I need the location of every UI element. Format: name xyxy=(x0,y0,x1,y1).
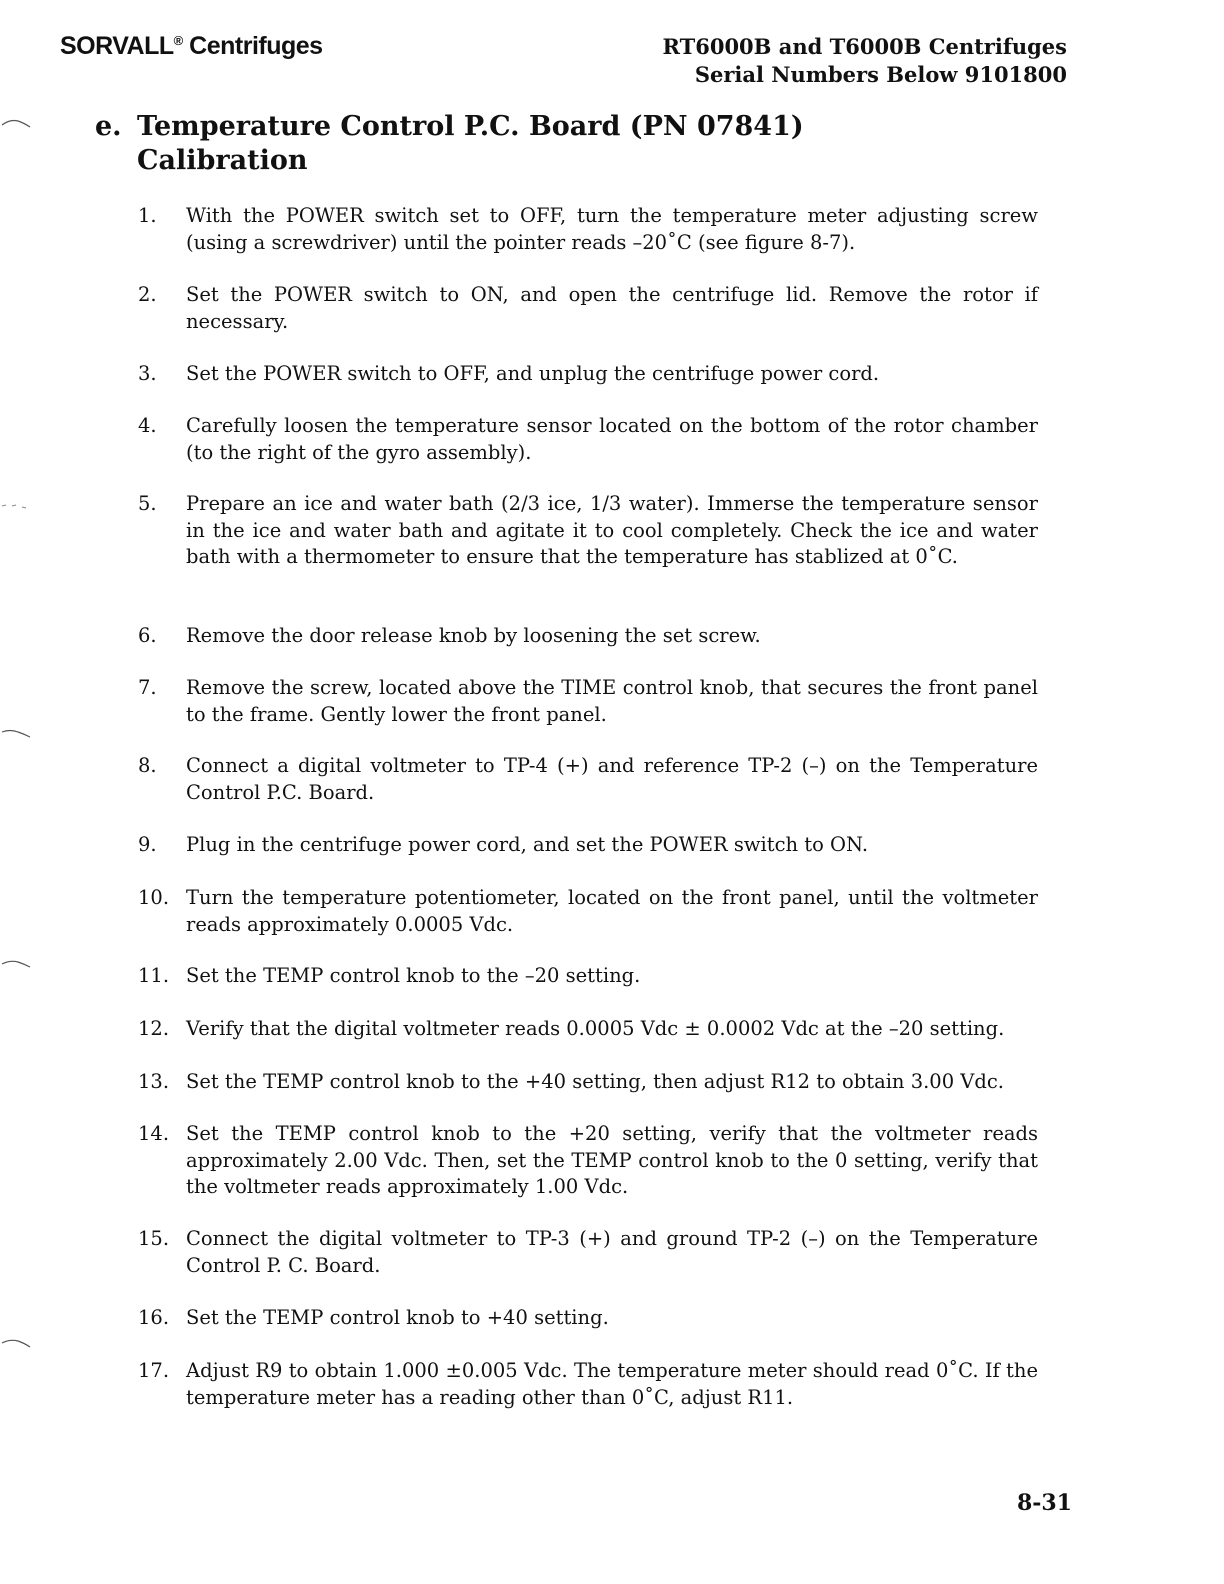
step-number: 16. xyxy=(138,1306,170,1329)
step-number: 15. xyxy=(138,1227,170,1250)
step-7 xyxy=(138,675,1038,728)
section-title-line-1: Temperature Control P.C. Board (PN 07841) xyxy=(137,111,804,142)
step-text: Set the TEMP control knob to the –20 setting. xyxy=(186,964,641,987)
step-15 xyxy=(138,1226,1038,1279)
step-number: 13. xyxy=(138,1070,170,1093)
brand-suffix: Centrifuges xyxy=(182,32,323,60)
running-header-left xyxy=(60,32,323,61)
step-number: 3. xyxy=(138,362,157,385)
step-text: Remove the screw, located above the TIME control knob, that secures the front panel to the frame. Gently lower the front panel. xyxy=(186,676,1038,726)
step-number: 2. xyxy=(138,283,157,306)
step-text: Set the TEMP control knob to +40 setting. xyxy=(186,1306,609,1329)
step-14 xyxy=(138,1121,1038,1201)
step-text: With the POWER switch set to OFF, turn the temperature meter adjusting screw (using a screwdriver) until the pointer reads –20˚C (see figure 8-7). xyxy=(186,204,1038,254)
step-text: Connect a digital voltmeter to TP-4 (+) and reference TP-2 (–) on the Temperature Control P.C. Board. xyxy=(186,754,1038,804)
step-number: 8. xyxy=(138,754,157,777)
step-12 xyxy=(138,1016,1038,1043)
step-number: 12. xyxy=(138,1017,170,1040)
binding-mark xyxy=(0,728,34,738)
header-serial-line: Serial Numbers Below 9101800 xyxy=(694,62,1067,87)
step-13 xyxy=(138,1069,1038,1096)
binding-mark xyxy=(0,118,34,128)
step-11 xyxy=(138,963,1038,990)
step-9 xyxy=(138,832,1038,859)
binding-mark xyxy=(0,500,34,510)
step-text: Set the POWER switch to ON, and open the centrifuge lid. Remove the rotor if necessary. xyxy=(186,283,1038,333)
step-2 xyxy=(138,282,1038,335)
step-5 xyxy=(138,491,1038,571)
step-text: Carefully loosen the temperature sensor located on the bottom of the rotor chamber (to the right of the gyro assembly). xyxy=(186,414,1038,464)
step-1 xyxy=(138,203,1038,256)
brand-name: SORVALL xyxy=(60,32,174,60)
step-text: Adjust R9 to obtain 1.000 ±0.005 Vdc. The temperature meter should read 0˚C. If the temperature meter has a reading other than 0˚C, adjust R11. xyxy=(186,1359,1038,1409)
section-letter: e. xyxy=(95,111,122,142)
step-number: 1. xyxy=(138,204,157,227)
step-text: Turn the temperature potentiometer, located on the front panel, until the voltmeter reads approximately 0.0005 Vdc. xyxy=(186,886,1038,936)
step-text: Remove the door release knob by loosening the set screw. xyxy=(186,624,761,647)
step-number: 17. xyxy=(138,1359,170,1382)
step-3 xyxy=(138,361,1038,388)
step-number: 11. xyxy=(138,964,170,987)
section-title-line-2: Calibration xyxy=(137,145,308,176)
step-4 xyxy=(138,413,1038,466)
step-number: 5. xyxy=(138,492,157,515)
registered-mark: ® xyxy=(173,33,183,48)
step-text: Plug in the centrifuge power cord, and set the POWER switch to ON. xyxy=(186,833,869,856)
step-text: Set the TEMP control knob to the +40 setting, then adjust R12 to obtain 3.00 Vdc. xyxy=(186,1070,1004,1093)
header-model-line: RT6000B and T6000B Centrifuges xyxy=(662,34,1067,59)
running-header-right xyxy=(663,33,1067,89)
step-8 xyxy=(138,753,1038,806)
binding-mark xyxy=(0,958,34,968)
step-text: Set the TEMP control knob to the +20 setting, verify that the voltmeter reads approximately 2.00 Vdc. Then, set the TEMP control knob to the 0 setting, verify that the voltmeter reads approximately 1.00 Vdc. xyxy=(186,1122,1038,1198)
step-10 xyxy=(138,885,1038,938)
step-number: 4. xyxy=(138,414,157,437)
step-text: Verify that the digital voltmeter reads 0.0005 Vdc ± 0.0002 Vdc at the –20 setting. xyxy=(186,1017,1005,1040)
step-number: 9. xyxy=(138,833,157,856)
step-6 xyxy=(138,623,1038,650)
binding-mark xyxy=(0,1338,34,1348)
step-text: Connect the digital voltmeter to TP-3 (+) and ground TP-2 (–) on the Temperature Control P. C. Board. xyxy=(186,1227,1038,1277)
step-number: 6. xyxy=(138,624,157,647)
step-text: Prepare an ice and water bath (2/3 ice, 1/3 water). Immerse the temperature sensor in the ice and water bath and agitate it to cool completely. Check the ice and water bath with a thermometer to ensure that the temperature has stablized at 0˚C. xyxy=(186,492,1038,568)
page-number: 8-31 xyxy=(1016,1490,1072,1516)
step-number: 7. xyxy=(138,676,157,699)
step-text: Set the POWER switch to OFF, and unplug the centrifuge power cord. xyxy=(186,362,880,385)
step-number: 10. xyxy=(138,886,170,909)
step-16 xyxy=(138,1305,1038,1332)
step-17 xyxy=(138,1358,1038,1411)
section-heading xyxy=(95,110,995,178)
step-number: 14. xyxy=(138,1122,170,1145)
